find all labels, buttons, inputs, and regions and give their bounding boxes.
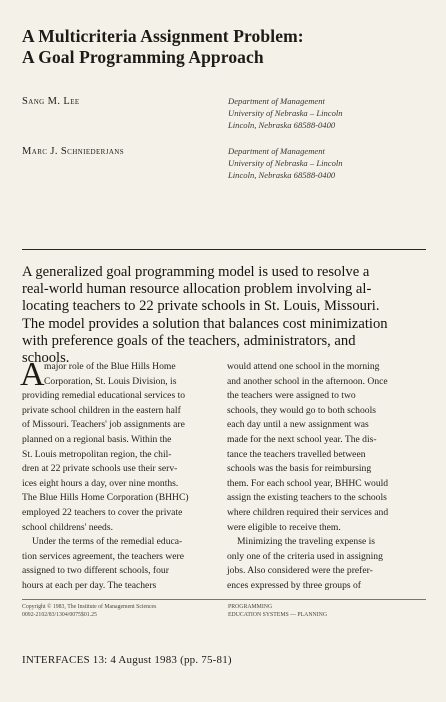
abstract [22, 264, 426, 367]
drop-cap: A [20, 356, 45, 393]
footer-divider [22, 599, 426, 600]
body-line: were eligible to receive them. [227, 521, 341, 533]
body-line: hours at each per day. The teachers [22, 579, 157, 591]
body-line: tance the teachers travelled between [227, 448, 366, 460]
body-line: tion services agreement, the teachers were [22, 550, 184, 562]
body-line: assigned to two different schools, four [22, 565, 169, 577]
body-line: planned on a regional basis. Within the [22, 433, 172, 445]
body-line: made for the next school year. The dis- [227, 433, 377, 445]
body-line: employed 22 teachers to cover the private [22, 506, 183, 518]
body-line: assign the existing teachers to the schools [227, 492, 387, 504]
keyword: PROGRAMMING [228, 604, 273, 610]
section-divider [22, 249, 426, 250]
title-line-2: A Goal Programming Approach [22, 47, 264, 67]
body-line: the teachers were assigned to two [227, 390, 356, 402]
body-line: ences expressed by three groups of [227, 579, 361, 591]
body-line: dren at 22 private schools use their serv- [22, 463, 178, 475]
body-column-left [20, 356, 218, 594]
body-line: Minimizing the traveling expense is [237, 536, 376, 548]
body-line: would attend one school in the morning [227, 361, 380, 372]
author-name-1: Sang M. Lee [22, 96, 80, 107]
issn-line: 0092-2102/83/1304/0075$01.25 [22, 612, 97, 618]
affiliation-city: Lincoln, Nebraska 68588-0400 [228, 120, 336, 130]
journal-citation: INTERFACES 13: 4 August 1983 (pp. 75-81) [22, 654, 232, 666]
body-line: private school children in the eastern half [22, 404, 181, 416]
title-line-1: A Multicriteria Assignment Problem: [22, 26, 304, 46]
author-affiliation-1 [228, 95, 343, 131]
body-line: St. Louis metropolitan region, the chil- [22, 448, 172, 460]
body-line: and another school in the afternoon. Once [227, 375, 388, 387]
article-title [22, 26, 432, 68]
body-line: where children required their services and [227, 506, 389, 518]
abstract-line: real-world human resource allocation problem involving al- [22, 281, 372, 298]
author-name-2: Marc J. Schniederjans [22, 146, 125, 157]
body-column-right [227, 360, 423, 594]
copyright-notice [22, 603, 156, 619]
affiliation-city: Lincoln, Nebraska 68588-0400 [228, 170, 336, 180]
body-line: schools was the basis for reimbursing [227, 463, 372, 475]
abstract-line: A generalized goal programming model is used to resolve a [22, 264, 370, 280]
subject-keywords [228, 603, 327, 619]
body-line: Corporation, St. Louis Division, is [44, 375, 177, 387]
abstract-line: locating teachers to 22 private schools in St. Louis, Missouri. [22, 298, 380, 315]
author-affiliation-2 [228, 145, 343, 181]
abstract-line: schools. [22, 350, 70, 367]
body-line: providing remedial educational services to [22, 390, 186, 402]
abstract-line: with preference goals of the teachers, administrators, and [22, 332, 356, 349]
affiliation-dept: Department of Management [228, 96, 325, 106]
body-line: major role of the Blue Hills Home [44, 361, 176, 372]
body-line: each day until a new assignment was [227, 419, 369, 431]
abstract-line: The model provides a solution that balances cost minimization [22, 315, 388, 332]
keyword: EDUCATION SYSTEMS — PLANNING [228, 612, 328, 618]
body-line: of Missouri. Teachers' job assignments are [22, 419, 185, 431]
body-line: ices eight hours a day, over nine months. [22, 477, 179, 489]
body-line: them. For each school year, BHHC would [227, 477, 389, 489]
affiliation-univ: University of Nebraska – Lincoln [228, 158, 343, 168]
copyright-line: Copyright © 1983, The Institute of Management Sciences [22, 604, 157, 610]
body-line: only one of the criteria used in assigning [227, 550, 383, 562]
body-line: jobs. Also considered were the prefer- [227, 565, 373, 577]
body-line: schools, they would go to both schools [227, 404, 376, 416]
body-line: school childrens' needs. [22, 521, 113, 533]
body-line: The Blue Hills Home Corporation (BHHC) [22, 492, 189, 504]
affiliation-dept: Department of Management [228, 146, 325, 156]
body-line: Under the terms of the remedial educa- [32, 536, 183, 548]
affiliation-univ: University of Nebraska – Lincoln [228, 108, 343, 118]
